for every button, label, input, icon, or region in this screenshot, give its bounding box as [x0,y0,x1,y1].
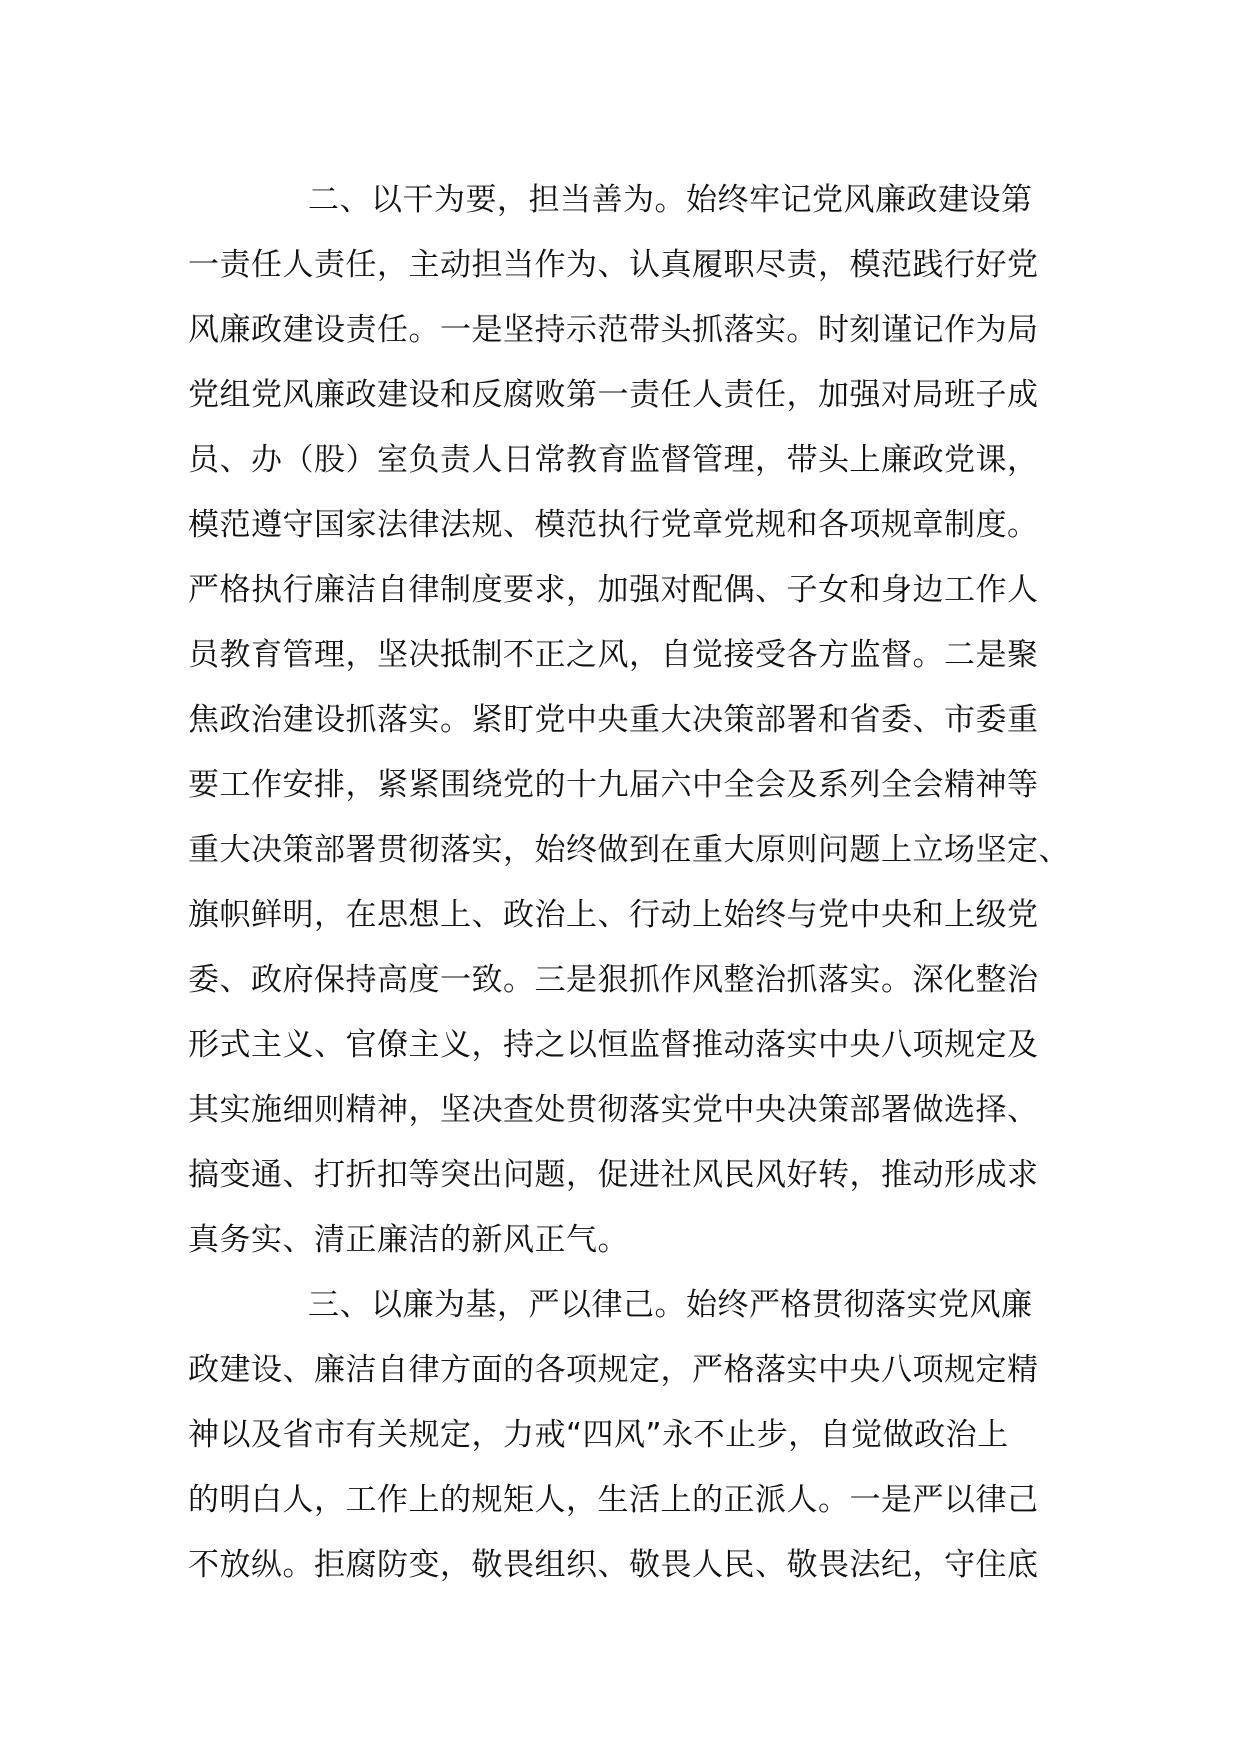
paragraph-2-line-13: 委、政府保持高度一致。三是狠抓作风整治抓落实。深化整治 [188,962,1039,998]
paragraph-2-line-7: 严格执行廉洁自律制度要求，加强对配偶、子女和身边工作人 [188,572,1039,608]
document-body [188,168,1088,1598]
paragraph-3-line-2: 政建设、廉洁自律方面的各项规定，严格落实中央八项规定精 [188,1352,1039,1388]
paragraph-3-line-1: 三、以廉为基，严以律己。始终严格贯彻落实党风廉 [308,1287,1033,1323]
paragraph-2-line-6: 模范遵守国家法律法规、模范执行党章党规和各项规章制度。 [188,507,1039,543]
paragraph-2-line-14: 形式主义、官僚主义，持之以恒监督推动落实中央八项规定及 [188,1027,1039,1063]
paragraph-2-line-1: 二、以干为要，担当善为。始终牢记党风廉政建设第 [308,182,1033,218]
paragraph-2-line-3: 风廉政建设责任。一是坚持示范带头抓落实。时刻谨记作为局 [188,312,1039,348]
paragraph-2-line-17: 真务实、清正廉洁的新风正气。 [188,1222,629,1258]
paragraph-2-line-4: 党组党风廉政建设和反腐败第一责任人责任，加强对局班子成 [188,377,1039,413]
paragraph-2-line-15: 其实施细则精神，坚决查处贯彻落实党中央决策部署做选择、 [188,1092,1039,1128]
paragraph-2-line-8: 员教育管理，坚决抵制不正之风，自觉接受各方监督。二是聚 [188,637,1039,673]
paragraph-2-line-10: 要工作安排，紧紧围绕党的十九届六中全会及系列全会精神等 [188,767,1039,803]
paragraph-2-line-2: 一责任人责任，主动担当作为、认真履职尽责，模范践行好党 [188,247,1039,283]
paragraph-2-line-5: 员、办（股）室负责人日常教育监督管理，带头上廉政党课， [188,442,1039,478]
paragraph-2-line-16: 搞变通、打折扣等突出问题，促进社风民风好转，推动形成求 [188,1157,1039,1193]
paragraph-3-line-5: 不放纵。拒腐防变，敬畏组织、敬畏人民、敬畏法纪，守住底 [188,1547,1039,1583]
paragraph-2-line-12: 旗帜鲜明，在思想上、政治上、行动上始终与党中央和上级党 [188,897,1039,933]
paragraph-2-line-11: 重大决策部署贯彻落实，始终做到在重大原则问题上立场坚定、 [188,832,1070,868]
paragraph-3-line-4: 的明白人，工作上的规矩人，生活上的正派人。一是严以律己 [188,1482,1039,1518]
paragraph-2-line-9: 焦政治建设抓落实。紧盯党中央重大决策部署和省委、市委重 [188,702,1039,738]
paragraph-3-line-3: 神以及省市有关规定，力戒“四风”永不止步，自觉做政治上 [188,1417,1009,1453]
